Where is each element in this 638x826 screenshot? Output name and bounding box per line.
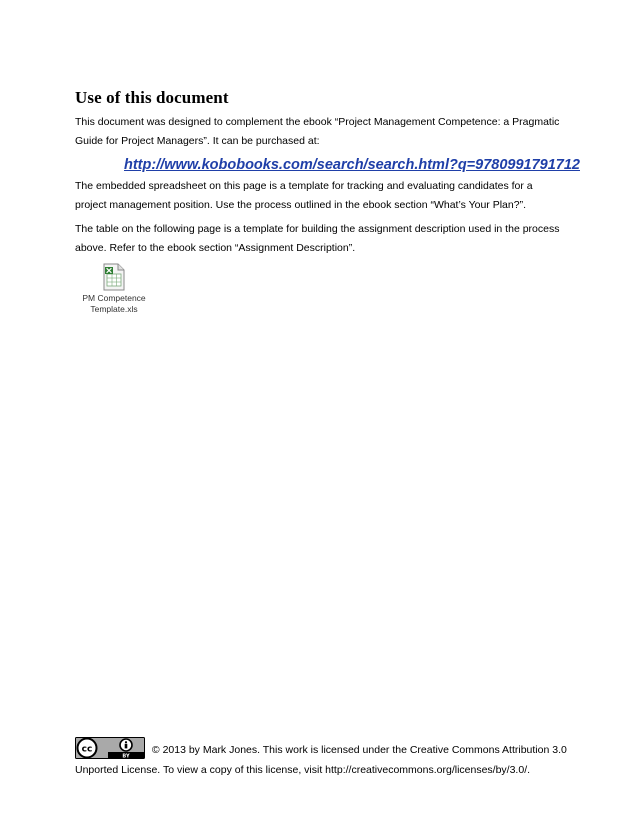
- svg-text:cc: cc: [81, 744, 93, 755]
- attachment-label-line2: Template.xls: [90, 303, 138, 314]
- link-row: [124, 156, 580, 174]
- cc-by-license-badge[interactable]: [75, 737, 145, 759]
- intro-paragraph: This document was designed to complement the ebook “Project Management Competence: a Pragmatic Guide for Project Managers”. It can be purchased at:: [75, 116, 560, 147]
- table-paragraph: The table on the following page is a template for building the assignment description used in the process above. Refer to the ebook section “Assignment Description”.: [75, 223, 560, 254]
- license-footer: [75, 737, 570, 780]
- attachment-label-line1: PM Competence: [82, 293, 146, 303]
- attachment-label: [78, 293, 150, 314]
- spreadsheet-paragraph: The embedded spreadsheet on this page is a template for tracking and evaluating candidates for a project management position. Use the process outlined in the ebook section “What’s Your Plan?”.: [75, 180, 533, 211]
- svg-text:BY: BY: [122, 753, 130, 759]
- purchase-link[interactable]: http://www.kobobooks.com/search/search.html?q=9780991791712: [124, 157, 580, 173]
- document-heading: Use of this document: [75, 88, 229, 107]
- license-text: © 2013 by Mark Jones. This work is licensed under the Creative Commons Attribution 3.0 Unported License. To view a copy of this license, visit http://creativecommons.org/licenses/by/3.0/.: [75, 744, 567, 776]
- embedded-spreadsheet-attachment[interactable]: [78, 263, 150, 314]
- excel-file-icon: [103, 263, 125, 291]
